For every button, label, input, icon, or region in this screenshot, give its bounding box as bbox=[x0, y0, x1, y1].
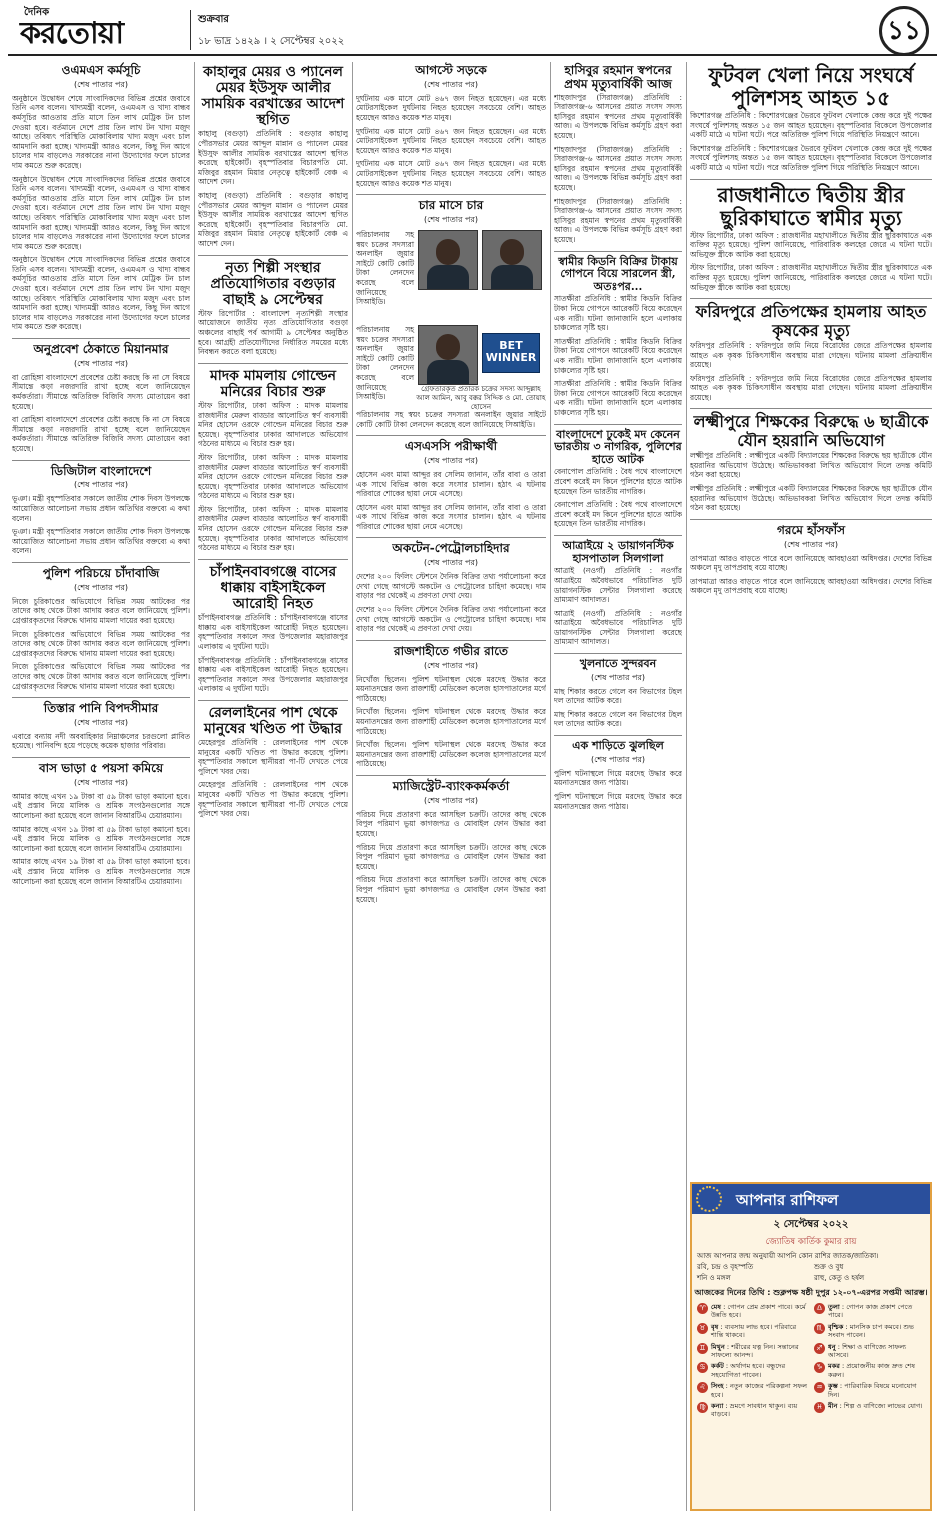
story-headline: ফুটবল খেলা নিয়ে সংঘর্ষে পুলিশসহ আহত ১৫ bbox=[708, 63, 914, 110]
story-kicker: (শেষ পাতার পর) bbox=[423, 558, 479, 568]
libra-icon: ♎ bbox=[814, 1303, 825, 1314]
story-headline: ডিজিটাল বাংলাদেশে bbox=[50, 463, 152, 478]
aries-icon: ♈ bbox=[697, 1303, 708, 1314]
story-body: স্টাফ রিপোর্টার, ঢাকা অফিস : রাজধানীর মহাখালীতে দ্বিতীয় স্ত্রীর ছুরিকাঘাতে এক ব্যক্তির মৃত্যু হয়েছে। পুলিশ জানিয়েছে, পারিবারিক কলহের জেরে এ ঘটনা ঘটে। অভিযুক্ত স্ত্রীকে আটক করা হয়েছে। bbox=[690, 230, 932, 259]
story-teesta bbox=[12, 702, 190, 751]
story-body: স্টাফ রিপোর্টার, ঢাকা অফিস : রাজধানীর মহাখালীতে দ্বিতীয় স্ত্রীর ছুরিকাঘাতে এক ব্যক্তির মৃত্যু হয়েছে। পুলিশ জানিয়েছে, পারিবারিক কলহের জেরে এ ঘটনা ঘটে। অভিযুক্ত স্ত্রীকে আটক করা হয়েছে। bbox=[690, 263, 932, 292]
photo-group bbox=[356, 230, 546, 322]
story-body: পরিচালনায় সহ স্বয়ং চক্রের সদস্যরা অনলাইন জুয়ার সাইটে কোটি কোটি টাকা লেনদেন করেছে বলে জানিয়েছে সিআইডি। bbox=[356, 324, 414, 402]
story-body: পরিচয় দিয়ে প্রতারণা করে আসছিল চক্রটি। তাদের কাছ থেকে বিপুল পরিমাণ ভুয়া কাগজপত্র ও মোবাইল ফোন উদ্ধার করা হয়েছে। bbox=[356, 875, 546, 904]
story-body: কিশোরগঞ্জ প্রতিনিধি : কিশোরগঞ্জের ভৈরবে ফুটবল খেলাকে কেন্দ্র করে দুই পক্ষের সংঘর্ষে পুলিশসহ অন্তত ১৫ জন আহত হয়েছেন। বৃহস্পতিবার বিকেলে উপজেলার একটি মাঠে এ ঘটনা ঘটে। পরে অতিরিক্ত পুলিশ গিয়ে পরিস্থিতি নিয়ন্ত্রণে আনে। bbox=[690, 143, 932, 172]
divider bbox=[356, 775, 546, 776]
story-chapai bbox=[198, 564, 348, 694]
story-body: অনুষ্ঠানে উদ্বোধন শেষে সাংবাদিকদের বিভিন্ন প্রশ্নের জবাবে তিনি এসব বলেন। খাদ্যমন্ত্রী বলেন, ওএমএস ও খাদ্য বান্ধব কর্মসূচির আওতায় প্রতি মাসে তিন লাখ মেট্রিক টন চাল দেওয়া হবে। বর্তমানে দেশে প্রায় তিন লাখ টন খাদ্য মজুদ আছে। তবিষ্যৎ পরিস্থিতি মোকাবিলায় খাদ্য মজুদ এবং চাল আমদানি করা হচ্ছে। খাদ্যমন্ত্রী আরও বলেন, কিছু দিন আগে চালের দাম বাড়লেও সরকারের নানা উদ্যোগের ফলে চালের দাম কমতে শুরু করেছে। bbox=[12, 255, 190, 332]
story-kicker: (শেষ পাতার পর) bbox=[590, 754, 646, 764]
story-body: নিজে চুরিকাণ্ডের অভিযোগে বিভিন্ন সময় আটকের পর তাদের কাছ থেকে টাকা আদায় করত বলে জানিয়েছে পুলিশ। গ্রেপ্তারকৃতদের বিরুদ্ধে থানায় মামলা দায়ের করা হয়েছে। bbox=[12, 629, 190, 658]
divider bbox=[12, 697, 190, 698]
story-headline: বাংলাদেশে ঢুকেই মদ কেনেন ভারতীয় ৩ নাগরিক, পুলিশের হাতে আটক bbox=[554, 427, 682, 466]
logo-text: BET bbox=[499, 338, 523, 352]
story-body: বা রোহিঙ্গা বাংলাদেশে প্রবেশের চেষ্টা করছে কি না সে বিষয়ে সীমান্তে কড়া নজরদারি রাখা হচ্ছে বলে জানিয়েছেন কর্মকর্তারা। সীমান্তে অতিরিক্ত বিজিবি সদস্য মোতায়েন করা হয়েছে। bbox=[12, 372, 190, 411]
story-body: আমার কাছে এখন ১৯ টাকা বা ৫৯ টাকা ভাড়া কমানো হবে। এই প্রস্তাব নিয়ে মালিক ও শ্রমিক সংগঠনগুলোর সঙ্গে আলোচনা করা হয়েছে বলে জানান বিআরটিএ চেয়ারম্যান। bbox=[12, 791, 190, 821]
rashifal-header bbox=[692, 1184, 930, 1214]
story-kicker: (শেষ পাতার পর) bbox=[423, 795, 479, 805]
planet-row: শনি ও মঙ্গল bbox=[697, 1273, 731, 1282]
zodiac-sign: ♉ বৃষ : ব্যবসায় লাভ হবে। পরিবারে শান্তি থাকবে। bbox=[697, 1323, 808, 1340]
column-2 bbox=[198, 62, 348, 1511]
story-kicker: (শেষ পাতার পর) bbox=[73, 582, 129, 592]
story-kicker: (শেষ পাতার পর) bbox=[423, 79, 479, 89]
story-body: দুর্ঘটনায় এক মাসে মোট ৪৬৭ জন নিহত হয়েছেন। এর মধ্যে মোটরসাইকেল দুর্ঘটনায় নিহত হয়েছেন সবচেয়ে বেশি। আহত হয়েছেন আরও কয়েক শত মানুষ। bbox=[356, 126, 546, 155]
zodiac-sign: ♓ মীন : শিল্প ও বাণিজ্যে লাভের যোগ। bbox=[814, 1402, 925, 1419]
story-body: দেশের ২০০ ফিলিং স্টেশনে দৈনিক বিক্রির তথ্য পর্যালোচনা করে দেখা গেছে আগস্টে অকটেন ও পেট্রোলের চাহিদা কমেছে। দাম বাড়ার পর থেকেই এ প্রবণতা দেখা দেয়। bbox=[356, 605, 546, 634]
story-body: সাতক্ষীরা প্রতিনিধি : স্বামীর কিডনি বিক্রির টাকা নিয়ে গোপনে আরেকটি বিয়ে করেছেন এক নারী। ঘটনা জানাজানি হলে এলাকায় চাঞ্চল্যের সৃষ্টি হয়। bbox=[554, 294, 682, 333]
capricorn-icon: ♑ bbox=[814, 1362, 825, 1373]
rashifal-box bbox=[690, 1182, 932, 1511]
pisces-icon: ♓ bbox=[814, 1402, 825, 1413]
sign-name: মিথুন bbox=[711, 1342, 725, 1351]
story-body: পরিচয় দিয়ে প্রতারণা করে আসছিল চক্রটি। তাদের কাছ থেকে বিপুল পরিমাণ ভুয়া কাগজপত্র ও মোবাইল ফোন উদ্ধার করা হয়েছে। bbox=[356, 809, 546, 838]
story-kicker: (শেষ পাতার পর) bbox=[73, 480, 129, 490]
story-body: কাহালু (বগুড়া) প্রতিনিধি : বগুড়ার কাহালু পৌরসভার মেয়র আব্দুল মান্নান ও প্যানেল মেয়র ইউসুফ আলীর সাময়িক বরখাস্তের আদেশ স্থগিত করেছে হাইকোর্ট। বৃহস্পতিবার বিচারপতি মো. মজিবুর রহমান মিয়ার নেতৃত্বে হাইকোর্ট বেঞ্চ এ আদেশ দেন। bbox=[198, 190, 348, 248]
story-body: নিখোঁজ ছিলেন। পুলিশ ঘটনাস্থল থেকে মরদেহ উদ্ধার করে ময়নাতদন্তের জন্য রাজশাহী মেডিকেল কলেজ হাসপাতালের মর্গে পাঠিয়েছে। bbox=[356, 707, 546, 736]
story-body: পুলিশ ঘটনাস্থলে গিয়ে মরদেহ উদ্ধার করে ময়নাতদন্তের জন্য পাঠায়। bbox=[554, 768, 682, 788]
story-body: আত্রাই (নওগাঁ) প্রতিনিধি : নওগাঁর আত্রাইয়ে অবৈধভাবে পরিচালিত দুটি ডায়াগনস্টিক সেন্টার সিলগালা করেছে ভ্রাম্যমাণ আদালত। bbox=[554, 566, 682, 605]
story-oms bbox=[12, 64, 190, 332]
sign-name: সিংহ bbox=[711, 1382, 724, 1391]
divider bbox=[12, 460, 190, 461]
story-headline: রাজধানীতে দ্বিতীয় স্ত্রীর ছুরিকাঘাতে স্বামীর মৃত্যু bbox=[717, 182, 905, 230]
scorpio-icon: ♏ bbox=[814, 1323, 825, 1334]
sign-name: মকর bbox=[828, 1362, 840, 1371]
planet-row: শুক্র ও বুধ bbox=[814, 1263, 844, 1271]
story-body: দুর্ঘটনায় এক মাসে মোট ৪৬৭ জন নিহত হয়েছেন। এর মধ্যে মোটরসাইকেল দুর্ঘটনায় নিহত হয়েছেন সবচেয়ে বেশি। আহত হয়েছেন আরও কয়েক শত মানুষ। bbox=[356, 93, 546, 122]
story-kahalu bbox=[198, 64, 348, 249]
planet-row: রাহু, কেতু ও হর্ষল bbox=[814, 1273, 865, 1282]
story-headline: আগস্টে সড়কে bbox=[415, 63, 487, 77]
zodiac-sign: ♒ কুম্ভ : পারিবারিক বিষয়ে মনোযোগ দিন। bbox=[814, 1382, 925, 1399]
divider bbox=[690, 298, 932, 299]
story-body: সাতক্ষীরা প্রতিনিধি : স্বামীর কিডনি বিক্রির টাকা নিয়ে গোপনে আরেকটি বিয়ে করেছেন এক নারী। ঘটনা জানাজানি হলে এলাকায় চাঞ্চল্যের সৃষ্টি হয়। bbox=[554, 379, 682, 417]
column-rule bbox=[686, 62, 687, 1511]
divider bbox=[198, 559, 348, 560]
bet-winner-logo bbox=[482, 333, 540, 373]
story-body: নিজে চুরিকাণ্ডের অভিযোগে বিভিন্ন সময় আটকের পর তাদের কাছ থেকে টাকা আদায় করত বলে জানিয়েছে পুলিশ। গ্রেপ্তারকৃতদের বিরুদ্ধে থানায় মামলা দায়ের করা হয়েছে। bbox=[12, 596, 190, 625]
story-body: হোসেন এবং মামা আব্দুর রব সেলিম জানান, তাঁর বাবা ও তারা এক সাথে বিভিন্ন কাজ করে সংসার চালান। হঠাৎ এ ঘটনায় পরিবারে শোকের ছায়া নেমে এসেছে। bbox=[356, 502, 546, 531]
story-octane bbox=[356, 542, 546, 633]
sign-name: বৃষ bbox=[711, 1322, 719, 1331]
gemini-icon: ♊ bbox=[697, 1343, 708, 1354]
story-lakshmipur bbox=[690, 413, 932, 512]
story-body: বেনাপোল প্রতিনিধি : বৈধ পথে বাংলাদেশে প্রবেশ করেই মদ কিনে পুলিশের হাতে আটক হয়েছেন তিন ভারতীয় নাগরিক। bbox=[554, 467, 682, 496]
story-headline: অনুপ্রবেশ ঠেকাতে মিয়ানমার bbox=[33, 342, 169, 357]
story-headline: মাদক মামলায় গোল্ডেন মনিরের বিচার শুরু bbox=[209, 367, 336, 400]
story-headline: চাঁপাইনবাবগঞ্জে বাসের ধাক্কায় বাইসাইকেল আরোহী নিহত bbox=[209, 563, 337, 613]
story-headline: অকটেন-পেট্রোলচাহিদার bbox=[392, 541, 510, 556]
sign-text: ভ্রমণে সাবধান থাকুন। ব্যয় বাড়বে। bbox=[711, 1402, 798, 1419]
story-body: এবারে বন্যায় নদী অববাহিকার নিম্নাঞ্চলের চরগুলো প্লাবিত হয়েছে। পানিবন্দি হয়ে পড়েছে কয়েক হাজার পরিবার। bbox=[12, 731, 190, 751]
column-rule bbox=[550, 62, 551, 1511]
story-body: ফরিদপুর প্রতিনিধি : ফরিদপুরে জমি নিয়ে বিরোধের জেরে প্রতিপক্ষের হামলায় আহত এক কৃষক চিকিৎসাধীন অবস্থায় মারা গেছেন। ঘটনায় মামলা প্রক্রিয়াধীন রয়েছে। bbox=[690, 340, 932, 370]
page-number-badge: ১১ bbox=[879, 6, 929, 56]
sign-text: ব্যবসায় লাভ হবে। পরিবারে শান্তি থাকবে। bbox=[711, 1322, 797, 1340]
story-body: শাহজাদপুর (সিরাজগঞ্জ) প্রতিনিধি : সিরাজগঞ্জ-৬ আসনের প্রয়াত সংসদ সদস্য হাসিবুর রহমান স্বপনের প্রথম মৃত্যুবার্ষিকী আজ। এ উপলক্ষে বিভিন্ন কর্মসূচি গ্রহণ করা হয়েছে। bbox=[554, 144, 682, 192]
zodiac-wheel-icon bbox=[696, 1186, 722, 1212]
sign-name: মেষ bbox=[711, 1303, 721, 1311]
story-headline: হাসিবুর রহমান স্বপনের প্রথম মৃত্যুবার্ষিকী আজ bbox=[564, 63, 672, 91]
sign-text: শিল্প ও বাণিজ্যে লাভের যোগ। bbox=[843, 1402, 923, 1411]
story-police bbox=[12, 567, 190, 691]
story-road-accident bbox=[356, 64, 546, 188]
rashifal-astrologer: জ্যোতিষ কার্তিক কুমার রায় bbox=[765, 1237, 857, 1247]
story-headline: চার মাসে চার bbox=[418, 198, 484, 213]
virgo-icon: ♍ bbox=[697, 1402, 708, 1413]
story-body: পরিচালনায় সহ স্বয়ং চক্রের সদস্যরা অনলাইন জুয়ার সাইটে কোটি কোটি টাকা লেনদেন করেছে বলে জানিয়েছে সিআইডি। bbox=[356, 229, 414, 307]
story-headline: লক্ষ্মীপুরে শিক্ষকের বিরুদ্ধে ৬ ছাত্রীকে যৌন হয়রানি অভিযোগ bbox=[693, 412, 929, 450]
zodiac-sign: ♑ মকর : প্রয়োজনীয় কাজ দ্রুত শেষ করুন। bbox=[814, 1362, 925, 1379]
story-body: কাহালু (বগুড়া) প্রতিনিধি : বগুড়ার কাহালু পৌরসভার মেয়র আব্দুল মান্নান ও প্যানেল মেয়র ইউসুফ আলীর সাময়িক বরখাস্তের আদেশ স্থগিত করেছে হাইকোর্ট। বৃহস্পতিবার বিচারপতি মো. মজিবুর রহমান মিয়ার নেতৃত্বে হাইকোর্ট বেঞ্চ এ আদেশ দেন। bbox=[198, 129, 348, 187]
story-body: মেহেরপুর প্রতিনিধি : রেললাইনের পাশ থেকে মানুষের একটি খণ্ডিত পা উদ্ধার করেছে পুলিশ। বৃহস্পতিবার সকালে স্থানীয়রা পা-টি দেখতে পেয়ে পুলিশে খবর দেয়। bbox=[198, 738, 348, 776]
story-headline: খুলনাতে সুন্দরবন bbox=[579, 657, 657, 671]
sign-name: বৃশ্চিক bbox=[828, 1322, 844, 1331]
story-headline: এক শাড়িতে ঝুলছিল bbox=[572, 739, 664, 753]
story-headline: বাস ভাড়া ৫ পয়সা কমিয়ে bbox=[38, 761, 164, 776]
story-kicker: (শেষ পাতার পর) bbox=[590, 672, 646, 682]
divider bbox=[356, 640, 546, 641]
divider bbox=[554, 251, 682, 252]
story-body: আমার কাছে এখন ১৯ টাকা বা ৫৯ টাকা ভাড়া কমানো হবে। এই প্রস্তাব নিয়ে মালিক ও শ্রমিক সংগঠনগুলোর সঙ্গে আলোচনা করা হয়েছে বলে জানান বিআরটিএ চেয়ারম্যান। bbox=[12, 824, 190, 853]
divider bbox=[690, 408, 932, 409]
suspect-photo bbox=[418, 230, 478, 290]
logo-small-text: দৈনিক bbox=[24, 7, 50, 18]
divider bbox=[12, 338, 190, 339]
sign-name: কর্কট bbox=[711, 1362, 724, 1371]
sign-text: পারিবারিক বিষয়ে মনোযোগ দিন। bbox=[828, 1382, 917, 1399]
sign-text: নতুন কাজের পরিকল্পনা সফল হবে। bbox=[711, 1382, 808, 1399]
column-3 bbox=[356, 62, 546, 1511]
story-body: তাপমাত্রা আরও বাড়তে পারে বলে জানিয়েছে আবহাওয়া অধিদপ্তর। দেশের বিভিন্ন অঞ্চলে মৃদু তাপপ্রবাহ বয়ে যাচ্ছে। bbox=[690, 576, 932, 596]
zodiac-sign: ♏ বৃশ্চিক : মানসিক চাপ কমবে। শুভ সংবাদ পাবেন। bbox=[814, 1323, 925, 1340]
story-kicker: (শেষ পাতার পর) bbox=[423, 660, 479, 670]
story-body: শাহজাদপুর (সিরাজগঞ্জ) প্রতিনিধি : সিরাজগঞ্জ-৬ আসনের প্রয়াত সংসদ সদস্য হাসিবুর রহমান স্বপনের প্রথম মৃত্যুবার্ষিকী আজ। এ উপলক্ষে বিভিন্ন কর্মসূচি গ্রহণ করা হয়েছে। bbox=[554, 196, 682, 244]
column-rule bbox=[194, 62, 195, 1511]
story-atrai bbox=[554, 540, 682, 647]
masthead bbox=[8, 4, 937, 56]
masthead-divider bbox=[190, 10, 191, 50]
story-kicker: (শেষ পাতার পর) bbox=[783, 539, 839, 549]
story-kicker: (শেষ পাতার পর) bbox=[73, 358, 129, 368]
story-body: চাঁপাইনবাবগঞ্জ প্রতিনিধি : চাঁপাইনবাবগঞ্জে বাসের ধাক্কায় এক বাইসাইকেল আরোহী নিহত হয়েছেন। বৃহস্পতিবার সকালে সদর উপজেলার মহারাজপুর এলাকায় এ দুর্ঘটনা ঘটে। bbox=[198, 613, 348, 651]
story-faridpur bbox=[690, 303, 932, 402]
divider bbox=[198, 363, 348, 364]
sign-text: প্রয়োজনীয় কাজ দ্রুত শেষ করুন। bbox=[828, 1362, 915, 1379]
aquarius-icon: ♒ bbox=[814, 1382, 825, 1393]
story-railway bbox=[198, 705, 348, 819]
story-four-months bbox=[356, 199, 546, 429]
story-body: ভূঞা। মন্ত্রী বৃহস্পতিবার সকালে জাতীয় শোক দিবস উপলক্ষে আয়োজিত আলোচনা সভায় প্রধান অতিথির বক্তব্যে এ কথা বলেন। bbox=[12, 494, 190, 523]
sign-text: গোপন প্রেম প্রকাশ পাবে। কর্মে উন্নতি হবে। bbox=[711, 1303, 806, 1320]
divider bbox=[690, 179, 932, 180]
story-headline: কাহালুর মেয়র ও প্যানেল মেয়র ইউসুফ আলীর সাময়িক বরখাস্তের আদেশ স্থগিত bbox=[201, 64, 345, 129]
story-body: পরিচালনায় সহ স্বয়ং চক্রের সদস্যরা অনলাইন জুয়ার সাইটে কোটি কোটি টাকা লেনদেন করেছে বলে জানিয়েছে সিআইডি। bbox=[356, 409, 546, 429]
rashifal-title: আপনার রাশিফল bbox=[736, 1191, 839, 1209]
story-body: অনুষ্ঠানে উদ্বোধন শেষে সাংবাদিকদের বিভিন্ন প্রশ্নের জবাবে তিনি এসব বলেন। খাদ্যমন্ত্রী বলেন, ওএমএস ও খাদ্য বান্ধব কর্মসূচির আওতায় প্রতি মাসে তিন লাখ মেট্রিক টন চাল দেওয়া হবে। বর্তমানে দেশে প্রায় তিন লাখ টন খাদ্য মজুদ আছে। তবিষ্যৎ পরিস্থিতি মোকাবিলায় খাদ্য মজুদ এবং চাল আমদানি করা হচ্ছে। খাদ্যমন্ত্রী আরও বলেন, কিছু দিন আগে চালের দাম বাড়লেও সরকারের নানা উদ্যোগের ফলে চালের দাম কমতে শুরু করেছে। bbox=[12, 174, 190, 251]
story-headline: এসএসসি পরীক্ষার্থী bbox=[404, 439, 498, 454]
zodiac-sign: ♋ কর্কট : অর্থাগম হবে। বন্ধুদের সহযোগিতা পাবেন। bbox=[697, 1362, 808, 1379]
issue-day: শুক্রবার bbox=[198, 14, 229, 25]
story-headline: পুলিশ পরিচয়ে চাঁদাবাজি bbox=[42, 565, 160, 580]
story-headline: রেললাইনের পাশ থেকে মানুষের খণ্ডিত পা উদ্ধার bbox=[204, 704, 342, 737]
column-5 bbox=[690, 62, 932, 1511]
story-body: মেহেরপুর প্রতিনিধি : রেললাইনের পাশ থেকে মানুষের একটি খণ্ডিত পা উদ্ধার করেছে পুলিশ। বৃহস্পতিবার সকালে স্থানীয়রা পা-টি দেখতে পেয়ে পুলিশে খবর দেয়। bbox=[198, 780, 348, 819]
story-headline: তিস্তার পানি বিপদসীমার bbox=[43, 701, 159, 716]
sign-name: ধনু bbox=[828, 1342, 836, 1351]
story-body: দেশের ২০০ ফিলিং স্টেশনে দৈনিক বিক্রির তথ্য পর্যালোচনা করে দেখা গেছে আগস্টে অকটেন ও পেট্রোলের চাহিদা কমেছে। দাম বাড়ার পর থেকেই এ প্রবণতা দেখা দেয়। bbox=[356, 572, 546, 601]
story-body: মাছ শিকার করতে গেলে বন বিভাগের টহল দল তাদের আটক করে। bbox=[554, 709, 682, 729]
sign-name: কুম্ভ bbox=[828, 1382, 838, 1391]
story-body: আমার কাছে এখন ১৯ টাকা বা ৫৯ টাকা ভাড়া কমানো হবে। এই প্রস্তাব নিয়ে মালিক ও শ্রমিক সংগঠনগুলোর সঙ্গে আলোচনা করা হয়েছে বলে জানান বিআরটিএ চেয়ারম্যান। bbox=[12, 857, 190, 886]
story-headline: আত্রাইয়ে ২ ডায়াগনস্টিক হাসপাতাল সিলগালা bbox=[562, 539, 674, 565]
newspaper-logo bbox=[20, 8, 185, 52]
photo-caption: গ্রেফতারকৃত প্রতারক চক্রের সদস্য আব্দুল্লাহ আল আমিন, আবু বক্কর সিদ্দিক ও মো. তোয়াহ হোসেন bbox=[416, 384, 546, 411]
sign-text: শরীরের যত্ন নিন। সন্তানের সাফল্যে আনন্দ। bbox=[711, 1342, 799, 1360]
story-indian-citizens bbox=[554, 429, 682, 529]
story-body: স্টাফ রিপোর্টার, ঢাকা অফিস : মাদক মামলায় রাজধানীর মেরুল বাড্ডার আলোচিত স্বর্ণ ব্যবসায়ী মনির হোসেন ওরফে গোল্ডেন মনিরের বিচার শুরু হয়েছে। বৃহস্পতিবার ঢাকার আদালতে অভিযোগ গঠনের মাধ্যমে এ বিচার শুরু হয়। bbox=[198, 452, 348, 501]
divider bbox=[12, 562, 190, 563]
divider bbox=[356, 537, 546, 538]
story-headline: রাজশাহীতে গভীর রাতে bbox=[393, 643, 509, 658]
column-1 bbox=[12, 62, 190, 1511]
story-body: তাপমাত্রা আরও বাড়তে পারে বলে জানিয়েছে আবহাওয়া অধিদপ্তর। দেশের বিভিন্ন অঞ্চলে মৃদু তাপপ্রবাহ বয়ে যাচ্ছে। bbox=[690, 553, 932, 573]
divider bbox=[12, 757, 190, 758]
story-body: শাহজাদপুর (সিরাজগঞ্জ) প্রতিনিধি : সিরাজগঞ্জ-৬ আসনের প্রয়াত সংসদ সদস্য হাসিবুর রহমান স্বপনের প্রথম মৃত্যুবার্ষিকী আজ। এ উপলক্ষে বিভিন্ন কর্মসূচি গ্রহণ করা হয়েছে। bbox=[554, 92, 682, 140]
zodiac-sign: ♍ কন্যা : ভ্রমণে সাবধান থাকুন। ব্যয় বাড়বে। bbox=[697, 1402, 808, 1419]
sign-text: শিক্ষা ও বাণিজ্যে সাফল্য আসবে। bbox=[828, 1342, 907, 1360]
story-headline: গরমে হাঁসফাঁস bbox=[776, 522, 846, 537]
story-headline: নৃত্য শিল্পী সংস্থার প্রতিযোগিতার বগুড়ার বাছাই ৯ সেপ্টেম্বর bbox=[210, 259, 336, 308]
story-bus-fare bbox=[12, 762, 190, 886]
zodiac-sign: ♐ ধনু : শিক্ষা ও বাণিজ্যে সাফল্য আসবে। bbox=[814, 1343, 925, 1360]
zodiac-sign: ♊ মিথুন : শরীরের যত্ন নিন। সন্তানের সাফল্যে আনন্দ। bbox=[697, 1343, 808, 1360]
taurus-icon: ♉ bbox=[697, 1323, 708, 1334]
sign-name: তুলা bbox=[828, 1303, 840, 1311]
sign-name: মীন bbox=[828, 1402, 838, 1411]
story-body: আত্রাই (নওগাঁ) প্রতিনিধি : নওগাঁর আত্রাইয়ে অবৈধভাবে পরিচালিত দুটি ডায়াগনস্টিক সেন্টার সিলগালা করেছে ভ্রাম্যমাণ আদালত। bbox=[554, 608, 682, 647]
zodiac-sign-list bbox=[692, 1303, 930, 1422]
suspect-photo bbox=[418, 325, 478, 385]
story-hasibur bbox=[554, 64, 682, 245]
story-body: নিখোঁজ ছিলেন। পুলিশ ঘটনাস্থল থেকে মরদেহ উদ্ধার করে ময়নাতদন্তের জন্য রাজশাহী মেডিকেল কলেজ হাসপাতালের মর্গে পাঠিয়েছে। bbox=[356, 740, 546, 769]
story-body: বেনাপোল প্রতিনিধি : বৈধ পথে বাংলাদেশে প্রবেশ করেই মদ কিনে পুলিশের হাতে আটক হয়েছেন তিন ভারতীয় নাগরিক। bbox=[554, 500, 682, 529]
divider bbox=[554, 535, 682, 536]
story-body: বা রোহিঙ্গা বাংলাদেশে প্রবেশের চেষ্টা করছে কি না সে বিষয়ে সীমান্তে কড়া নজরদারি রাখা হচ্ছে বলে জানিয়েছেন কর্মকর্তারা। সীমান্তে অতিরিক্ত বিজিবি সদস্য মোতায়েন করা হয়েছে। bbox=[12, 415, 190, 453]
zodiac-sign: ♈ মেষ : গোপন প্রেম প্রকাশ পাবে। কর্মে উন্নতি হবে। bbox=[697, 1303, 808, 1320]
planet-row: রবি, চন্দ্র ও বৃহস্পতি bbox=[697, 1263, 754, 1271]
story-sundarbans bbox=[554, 658, 682, 729]
divider bbox=[198, 700, 348, 701]
story-body: ফরিদপুর প্রতিনিধি : ফরিদপুরে জমি নিয়ে বিরোধের জেরে প্রতিপক্ষের হামলায় আহত এক কৃষক চিকিৎসাধীন অবস্থায় মারা গেছেন। ঘটনায় মামলা প্রক্রিয়াধীন রয়েছে। bbox=[690, 373, 932, 402]
story-magistrate bbox=[356, 780, 546, 904]
story-kicker: (শেষ পাতার পর) bbox=[73, 717, 129, 727]
sign-text: মানসিক চাপ কমবে। শুভ সংবাদ পাবেন। bbox=[828, 1322, 914, 1340]
story-digital bbox=[12, 465, 190, 556]
divider bbox=[356, 194, 546, 195]
story-body: স্টাফ রিপোর্টার : বাংলাদেশ নৃত্যশিল্পী সংস্থার আয়োজনে জাতীয় নৃত্য প্রতিযোগিতার বগুড়া অঞ্চলের বাছাই পর্ব আগামী ৯ সেপ্টেম্বর অনুষ্ঠিত হবে। আগ্রহী প্রতিযোগীদের নির্ধারিত সময়ের মধ্যে নিবন্ধন করতে বলা হয়েছে। bbox=[198, 308, 348, 357]
story-ssc bbox=[356, 440, 546, 531]
rashifal-today: আজকের দিনের তিথি : শুক্লপক্ষ ষষ্ঠী দুপুর ১২-০৭-এরপর সপ্তমী আরম্ভ। bbox=[694, 1288, 928, 1297]
leo-icon: ♌ bbox=[697, 1382, 708, 1393]
story-headline: ফরিদপুরে প্রতিপক্ষের হামলায় আহত কৃষকের মৃত্যু bbox=[695, 302, 927, 340]
story-headline: স্বামীর কিডনি বিক্রির টাকায় গোপনে বিয়ে সারলেন স্ত্রী, অতঃপর... bbox=[558, 254, 678, 293]
story-body: নিজে চুরিকাণ্ডের অভিযোগে বিভিন্ন সময় আটকের পর তাদের কাছ থেকে টাকা আদায় করত বলে জানিয়েছে পুলিশ। গ্রেপ্তারকৃতদের বিরুদ্ধে থানায় মামলা দায়ের করা হয়েছে। bbox=[12, 662, 190, 691]
sign-name: কন্যা bbox=[711, 1402, 724, 1411]
story-headline: ম্যাজিস্ট্রেট-ব্যাংককর্মকর্তা bbox=[392, 778, 510, 793]
story-body: কিশোরগঞ্জ প্রতিনিধি : কিশোরগঞ্জের ভৈরবে ফুটবল খেলাকে কেন্দ্র করে দুই পক্ষের সংঘর্ষে পুলিশসহ অন্তত ১৫ জন আহত হয়েছেন। বৃহস্পতিবার বিকেলে উপজেলার একটি মাঠে এ ঘটনা ঘটে। পরে অতিরিক্ত পুলিশ গিয়ে পরিস্থিতি নিয়ন্ত্রণে আনে। bbox=[690, 111, 932, 140]
rashifal-date: ২ সেপ্টেম্বর ২০২২ bbox=[773, 1219, 849, 1230]
story-body: স্টাফ রিপোর্টার, ঢাকা অফিস : মাদক মামলায় রাজধানীর মেরুল বাড্ডার আলোচিত স্বর্ণ ব্যবসায়ী মনির হোসেন ওরফে গোল্ডেন মনিরের বিচার শুরু হয়েছে। বৃহস্পতিবার ঢাকার আদালতে অভিযোগ গঠনের মাধ্যমে এ বিচার শুরু হয়। bbox=[198, 400, 348, 449]
story-body: চাঁপাইনবাবগঞ্জ প্রতিনিধি : চাঁপাইনবাবগঞ্জে বাসের ধাক্কায় এক বাইসাইকেল আরোহী নিহত হয়েছেন। বৃহস্পতিবার সকালে সদর উপজেলার মহারাজপুর এলাকায় এ দুর্ঘটনা ঘটে। bbox=[198, 655, 348, 694]
zodiac-sign: ♌ সিংহ : নতুন কাজের পরিকল্পনা সফল হবে। bbox=[697, 1382, 808, 1399]
story-stabbing bbox=[690, 184, 932, 293]
story-body: ভূঞা। মন্ত্রী বৃহস্পতিবার সকালে জাতীয় শোক দিবস উপলক্ষে আয়োজিত আলোচনা সভায় প্রধান অতিথির বক্তব্যে এ কথা বলেন। bbox=[12, 527, 190, 556]
divider bbox=[554, 424, 682, 425]
story-saree bbox=[554, 740, 682, 811]
rashifal-intro: আজ আপনার জন্ম অনুযায়ী আপনি কোন রাশির জাতক/জাতিকা। bbox=[697, 1252, 879, 1260]
divider bbox=[356, 435, 546, 436]
story-body: স্টাফ রিপোর্টার, ঢাকা অফিস : মাদক মামলায় রাজধানীর মেরুল বাড্ডার আলোচিত স্বর্ণ ব্যবসায়ী মনির হোসেন ওরফে গোল্ডেন মনিরের বিচার শুরু হয়েছে। বৃহস্পতিবার ঢাকার আদালতে অভিযোগ গঠনের মাধ্যমে এ বিচার শুরু হয়। bbox=[198, 504, 348, 553]
suspect-photo bbox=[482, 230, 542, 290]
story-body: সাতক্ষীরা প্রতিনিধি : স্বামীর কিডনি বিক্রির টাকা নিয়ে গোপনে আরেকটি বিয়ে করেছেন এক নারী। ঘটনা জানাজানি হলে এলাকায় চাঞ্চল্যের সৃষ্টি হয়। bbox=[554, 336, 682, 375]
divider bbox=[690, 519, 932, 520]
story-body: পুলিশ ঘটনাস্থলে গিয়ে মরদেহ উদ্ধার করে ময়নাতদন্তের জন্য পাঠায়। bbox=[554, 791, 682, 811]
story-body: লক্ষ্মীপুর প্রতিনিধি : লক্ষ্মীপুরে একটি বিদ্যালয়ের শিক্ষকের বিরুদ্ধে ছয় ছাত্রীকে যৌন হয়রানির অভিযোগ উঠেছে। অভিভাবকরা লিখিত অভিযোগ দিলে তদন্ত কমিটি গঠন করা হয়েছে। bbox=[690, 484, 932, 513]
logo-text: WINNER bbox=[485, 350, 537, 364]
story-heat bbox=[690, 524, 932, 596]
divider bbox=[554, 735, 682, 736]
story-body: দুর্ঘটনায় এক মাসে মোট ৪৬৭ জন নিহত হয়েছেন। এর মধ্যে মোটরসাইকেল দুর্ঘটনায় নিহত হয়েছেন সবচেয়ে বেশি। আহত হয়েছেন আরও কয়েক শত মানুষ। bbox=[356, 159, 546, 188]
divider bbox=[198, 255, 348, 256]
story-kicker: (শেষ পাতার পর) bbox=[73, 79, 129, 89]
story-body: লক্ষ্মীপুর প্রতিনিধি : লক্ষ্মীপুরে একটি বিদ্যালয়ের শিক্ষকের বিরুদ্ধে ছয় ছাত্রীকে যৌন হয়রানির অভিযোগ উঠেছে। অভিভাবকরা লিখিত অভিযোগ দিলে তদন্ত কমিটি গঠন করা হয়েছে। bbox=[690, 451, 932, 480]
story-body: মাছ শিকার করতে গেলে বন বিভাগের টহল দল তাদের আটক করে। bbox=[554, 686, 682, 706]
story-kicker: (শেষ পাতার পর) bbox=[73, 777, 129, 787]
sign-text: গোপন কাজ প্রকাশ পেতে পারে। bbox=[828, 1303, 913, 1320]
sign-text: অর্থাগম হবে। বন্ধুদের সহযোগিতা পাবেন। bbox=[711, 1362, 786, 1379]
story-headline: ওএমএস কর্মসূচি bbox=[61, 63, 141, 77]
story-kicker: (শেষ পাতার পর) bbox=[423, 214, 479, 224]
cancer-icon: ♋ bbox=[697, 1362, 708, 1373]
photo-group bbox=[356, 324, 546, 411]
column-rule bbox=[352, 62, 353, 1511]
story-myanmar bbox=[12, 343, 190, 454]
planet-table bbox=[692, 1263, 930, 1284]
zodiac-sign: ♎ তুলা : গোপন কাজ প্রকাশ পেতে পারে। bbox=[814, 1303, 925, 1320]
column-4 bbox=[554, 62, 682, 1511]
logo-name: করতোয়া bbox=[20, 16, 124, 51]
story-kicker: (শেষ পাতার পর) bbox=[423, 455, 479, 465]
story-body: নিখোঁজ ছিলেন। পুলিশ ঘটনাস্থল থেকে মরদেহ উদ্ধার করে ময়নাতদন্তের জন্য রাজশাহী মেডিকেল কলেজ হাসপাতালের মর্গে পাঠিয়েছে। bbox=[356, 674, 546, 703]
issue-date: ১৮ ভাদ্র ১৪২৯ । ২ সেপ্টেম্বর ২০২২ bbox=[198, 36, 345, 47]
sagittarius-icon: ♐ bbox=[814, 1343, 825, 1354]
story-golden-monir bbox=[198, 368, 348, 553]
story-body: পরিচয় দিয়ে প্রতারণা করে আসছিল চক্রটি। তাদের কাছ থেকে বিপুল পরিমাণ ভুয়া কাগজপত্র ও মোবাইল ফোন উদ্ধার করা হয়েছে। bbox=[356, 842, 546, 871]
story-football bbox=[690, 64, 932, 173]
story-kidney bbox=[554, 256, 682, 418]
story-dance bbox=[198, 260, 348, 357]
divider bbox=[554, 653, 682, 654]
story-rajshahi bbox=[356, 645, 546, 769]
story-body: অনুষ্ঠানে উদ্বোধন শেষে সাংবাদিকদের বিভিন্ন প্রশ্নের জবাবে তিনি এসব বলেন। খাদ্যমন্ত্রী বলেন, ওএমএস ও খাদ্য বান্ধব কর্মসূচির আওতায় প্রতি মাসে তিন লাখ মেট্রিক টন চাল দেওয়া হবে। বর্তমানে দেশে প্রায় তিন লাখ টন খাদ্য মজুদ আছে। তবিষ্যৎ পরিস্থিতি মোকাবিলায় খাদ্য মজুদ এবং চাল আমদানি করা হচ্ছে। খাদ্যমন্ত্রী আরও বলেন, কিছু দিন আগে চালের দাম বাড়লেও সরকারের নানা উদ্যোগের ফলে চালের দাম কমতে শুরু করেছে। bbox=[12, 93, 190, 170]
story-body: হোসেন এবং মামা আব্দুর রব সেলিম জানান, তাঁর বাবা ও তারা এক সাথে বিভিন্ন কাজ করে সংসার চালান। হঠাৎ এ ঘটনায় পরিবারে শোকের ছায়া নেমে এসেছে। bbox=[356, 469, 546, 499]
